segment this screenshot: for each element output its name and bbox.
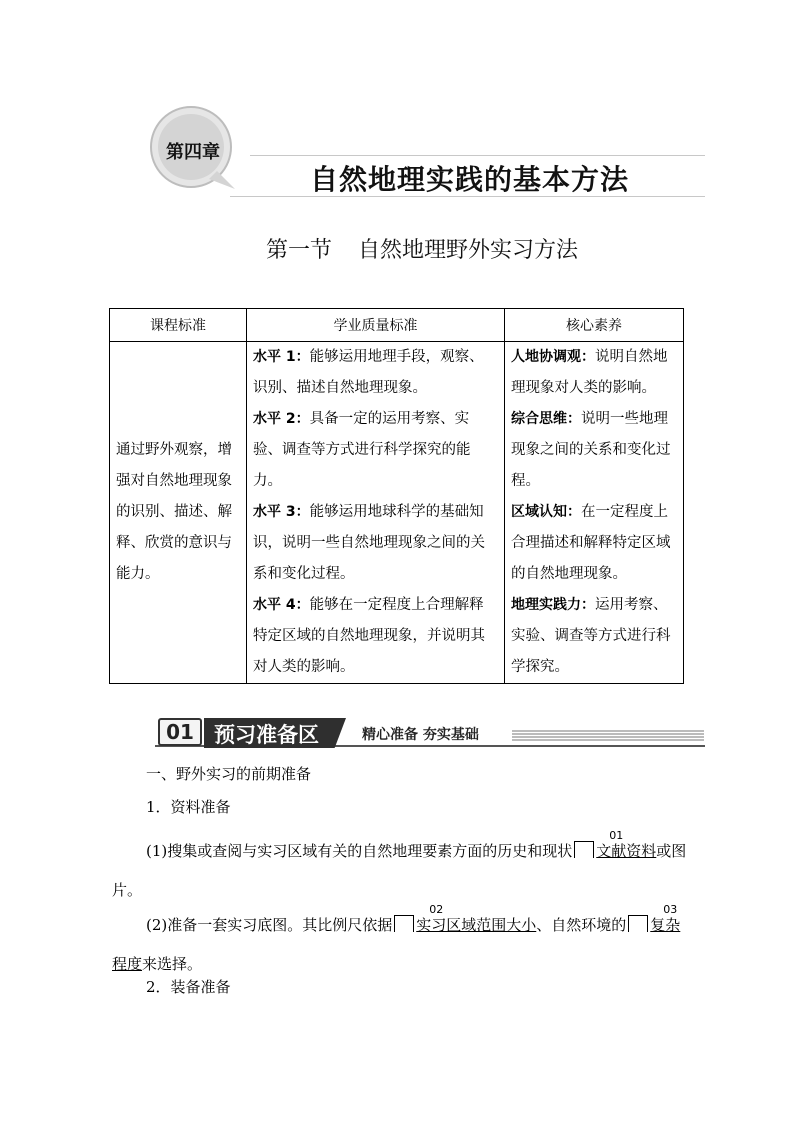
banner-subtitle: 精心准备 夯实基础 (362, 727, 479, 743)
quality-level-3: 水平 3：能够运用地球科学的基础知识，说明一些自然地理现象之间的关系和变化过程。 (253, 504, 485, 582)
answer-02: 实习区域范围大小 (416, 916, 537, 934)
answer-blank-02: 02 (394, 915, 414, 932)
subheading-equipment: 2．装备准备 (146, 978, 231, 996)
banner-title: 预习准备区 (214, 723, 319, 747)
subheading-material: 1．资料准备 (146, 798, 231, 816)
banner-stripes-icon (512, 730, 704, 742)
chapter-title: 自然地理实践的基本方法 (310, 163, 630, 196)
literacy-item-2: 综合思维：说明一些地理现象之间的关系和变化过程。 (511, 411, 671, 489)
answer-blank-03: 03 (628, 915, 648, 932)
quality-level-1: 水平 1：能够运用地理手段，观察、识别、描述自然地理现象。 (253, 349, 484, 396)
heading-pre-preparation: 一、野外实习的前期准备 (146, 765, 312, 783)
section-name: 自然地理野外实习方法 (358, 238, 579, 263)
header-curriculum: 课程标准 (110, 309, 247, 342)
paragraph-1: (1)搜集或查阅与实习区域有关的自然地理要素方面的历史和现状 01 文献资料或图片。 (112, 829, 687, 899)
answer-blank-01: 01 (574, 841, 594, 858)
header-rule-top (250, 155, 705, 156)
answer-01: 文献资料 (596, 842, 657, 860)
quality-cell (247, 342, 505, 684)
table-row (110, 342, 684, 684)
section-title (0, 233, 794, 264)
header-literacy: 核心素养 (505, 309, 684, 342)
banner-number: 01 (158, 718, 202, 746)
quality-level-4: 水平 4：能够在一定程度上合理解释特定区域的自然地理现象，并说明其对人类的影响。 (253, 597, 485, 675)
literacy-cell (505, 342, 684, 684)
answer-03: 复杂程度 (112, 916, 681, 973)
curriculum-cell (110, 342, 247, 684)
quality-level-2: 水平 2：具备一定的运用考察、实验、调查等方式进行科学探究的能力。 (253, 411, 471, 489)
curriculum-text: 通过野外观察，增强对自然地理现象的识别、描述、解释、欣赏的意识与能力。 (116, 442, 232, 582)
header-quality: 学业质量标准 (247, 309, 505, 342)
literacy-item-4: 地理实践力：运用考察、实验、调查等方式进行科学探究。 (511, 597, 671, 675)
table-header-row (110, 309, 684, 342)
standards-table (109, 308, 684, 684)
chapter-label: 第四章 (166, 142, 220, 163)
literacy-item-1: 人地协调观：说明自然地理现象对人类的影响。 (511, 349, 668, 396)
literacy-item-3: 区域认知：在一定程度上合理描述和解释特定区域的自然地理现象。 (511, 504, 671, 582)
section-number: 第一节 (265, 238, 332, 263)
paragraph-2: (2)准备一套实习底图。其比例尺依据 02 实习区域范围大小、自然环境的 03 复杂程度来选择。 (112, 903, 681, 973)
